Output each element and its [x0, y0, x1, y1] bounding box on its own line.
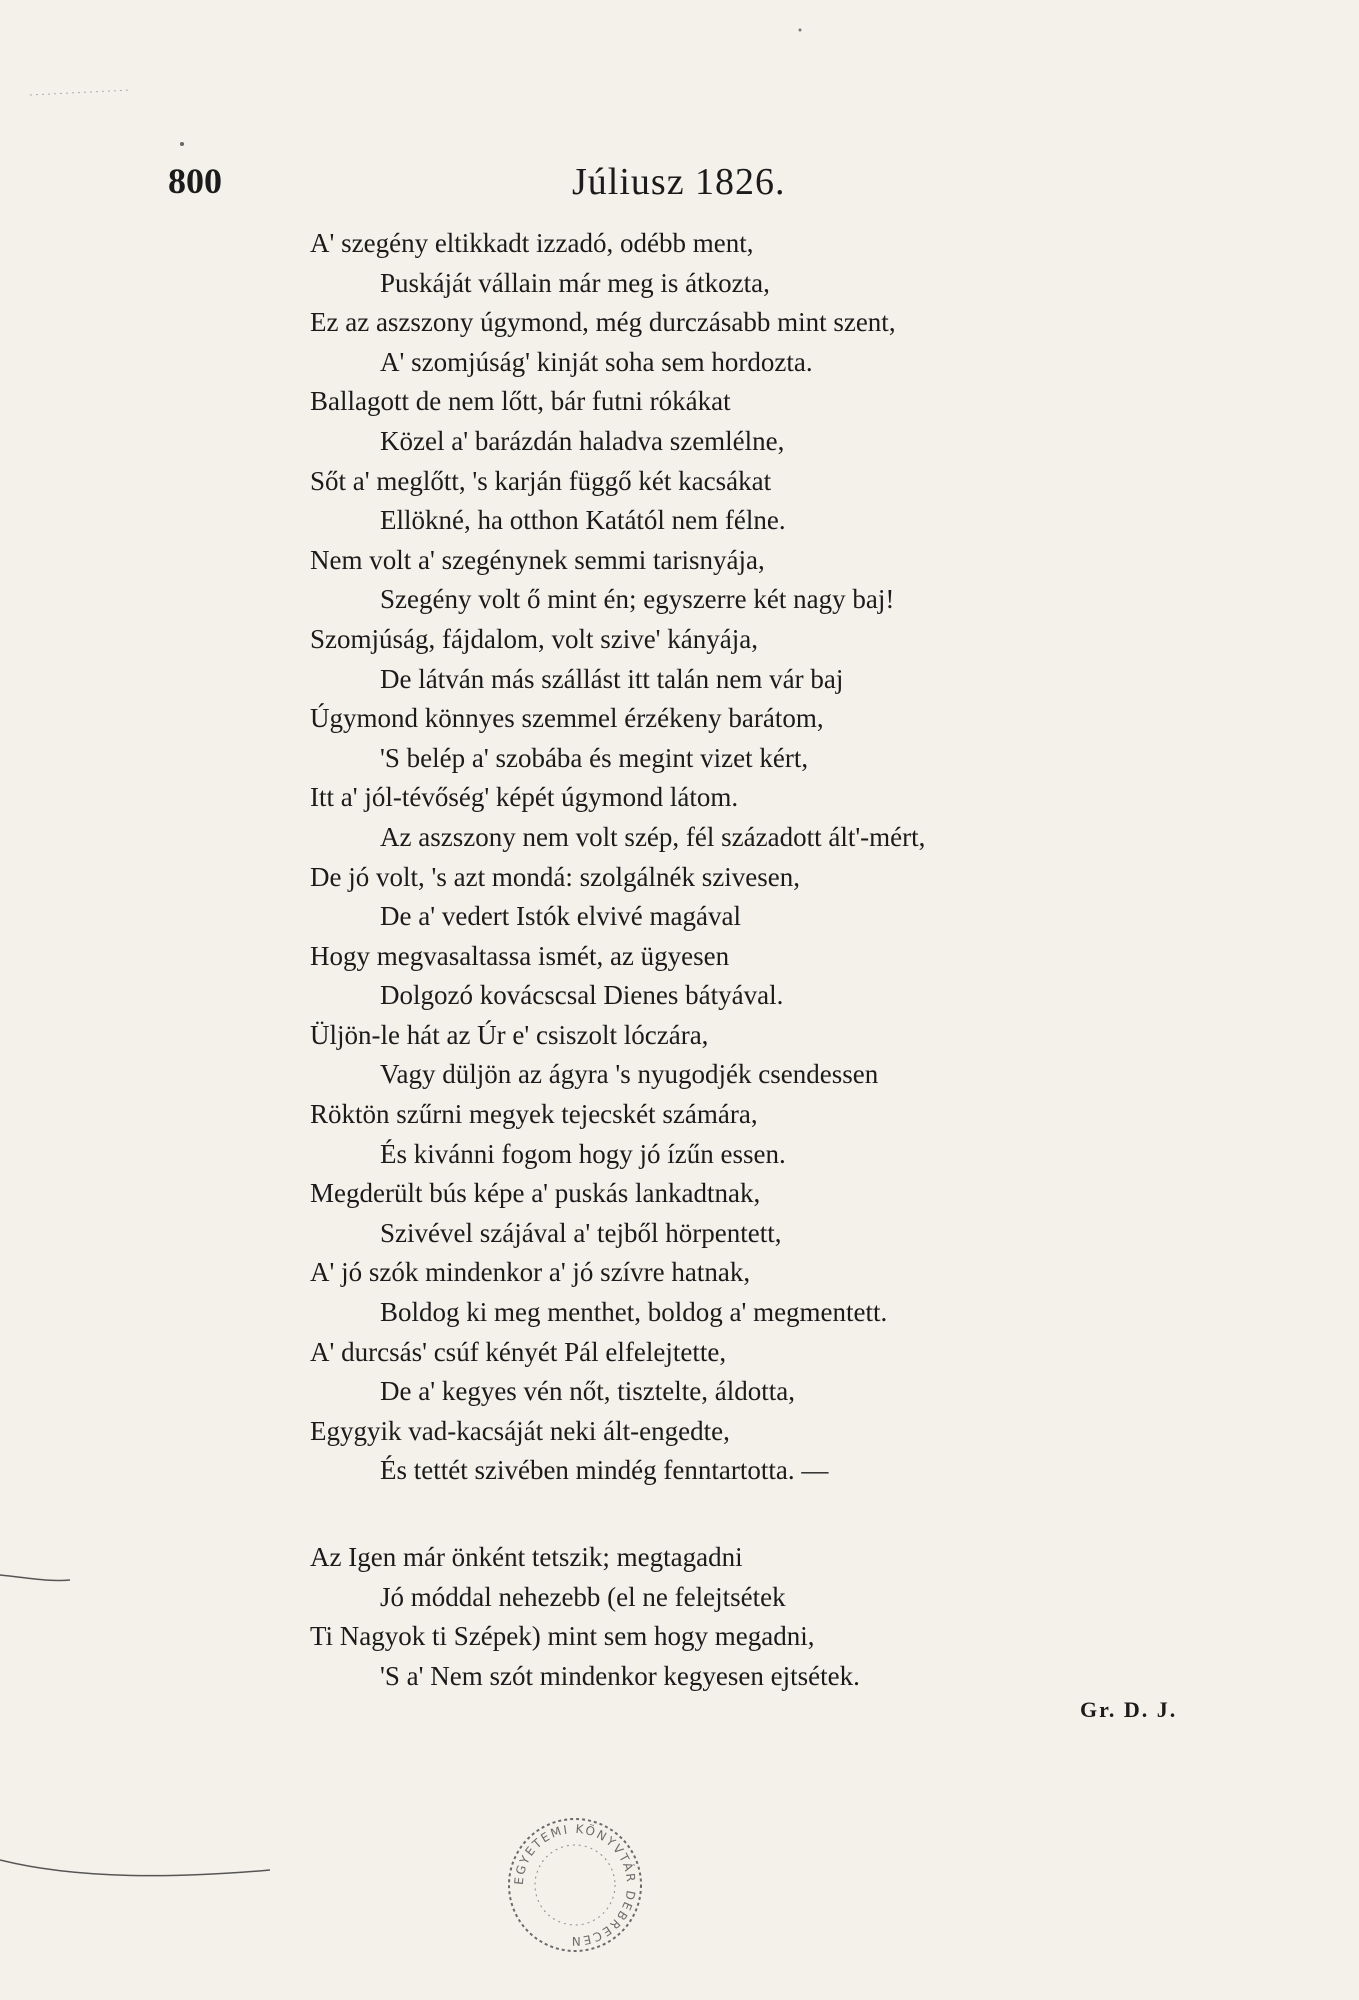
poem-line: Úgymond könnyes szemmel érzékeny barátom,: [310, 703, 824, 734]
poem-line: Röktön szűrni megyek tejecskét számára,: [310, 1099, 758, 1130]
poem-line: Szegény volt ő mint én; egyszerre két nagy baj!: [380, 584, 895, 615]
poem-line: A' szomjúság' kinját soha sem hordozta.: [380, 346, 813, 377]
poem-line: Szivével szájával a' tejből hörpentett,: [380, 1217, 782, 1248]
poem-line: Üljön-le hát az Úr e' csiszolt lóczára,: [310, 1019, 709, 1050]
poem-line: Szomjúság, fájdalom, volt szive' kányája,: [310, 623, 759, 654]
poem-line: Megderült bús képe a' puskás lankadtnak,: [310, 1178, 761, 1209]
poem-line: Itt a' jól-tévőség' képét úgymond látom.: [310, 782, 739, 813]
poem-line: Hogy megvasaltassa ismét, az ügyesen: [310, 940, 730, 971]
coda-line: Az Igen már önként tetszik; megtagadni: [310, 1542, 743, 1572]
poem-line: De látván más szállást itt talán nem vár baj: [380, 663, 844, 694]
coda-line: 'S a' Nem szót mindenkor kegyesen ejtsétek.: [380, 1660, 860, 1691]
poem-line: Nem volt a' szegénynek semmi tarisnyája,: [310, 544, 765, 575]
coda-stanza: [310, 1538, 1310, 1696]
poem-line: De jó volt, 's azt mondá: szolgálnék szivesen,: [310, 861, 800, 892]
poem-line: Ballagott de nem lőtt, bár futni rókákat: [310, 386, 731, 417]
svg-text:EGYETEMI KÖNYVTÁR DEBRECEN: [512, 1821, 638, 1948]
poem-line: Vagy düljön az ágyra 's nyugodjék csendessen: [380, 1059, 879, 1090]
poem-line: Ellökné, ha otthon Katától nem félne.: [380, 505, 786, 536]
poem-line: De a' vedert Istók elvivé magával: [380, 901, 741, 932]
coda-line: Jó móddal nehezebb (el ne felejtsétek: [380, 1581, 786, 1612]
poem-body: [310, 224, 1310, 1491]
poem-line: De a' kegyes vén nőt, tisztelte, áldotta,: [380, 1376, 795, 1407]
poem-line: Puskáját vállain már meg is átkozta,: [380, 267, 770, 298]
library-stamp: [500, 1810, 650, 1960]
poem-line: És tettét szivében mindég fenntartotta. —: [380, 1455, 829, 1486]
poem-line: Egygyik vad-kacsáját neki ált-engedte,: [310, 1415, 730, 1446]
poem-line: Dolgozó kovácscsal Dienes bátyával.: [380, 980, 784, 1011]
page-header: [0, 160, 1359, 208]
poem-line: A' durcsás' csúf kényét Pál elfelejtette,: [310, 1336, 727, 1367]
stamp-text: EGYETEMI KÖNYVTÁR DEBRECEN: [511, 1821, 639, 1949]
poem-line: És kivánni fogom hogy jó ízűn essen.: [380, 1138, 786, 1169]
poem-line: Sőt a' meglőtt, 's karján függő két kacsákat: [310, 465, 772, 496]
poem-line: 'S belép a' szobába és megint vizet kért,: [380, 742, 809, 773]
author-signature: Gr. D. J.: [1080, 1697, 1178, 1722]
running-title: Júliusz 1826.: [572, 161, 786, 203]
poem-line: Az aszszony nem volt szép, fél századott ált'-mért,: [380, 821, 926, 852]
poem-line: A' jó szók mindenkor a' jó szívre hatnak,: [310, 1257, 751, 1288]
poem-line: Boldog ki meg menthet, boldog a' megmentett.: [380, 1297, 888, 1328]
poem-line: A' szegény eltikkadt izzadó, odébb ment,: [310, 228, 754, 258]
poem-line: Ez az aszszony úgymond, még durczásabb mint szent,: [310, 307, 896, 338]
page-number: 800: [168, 161, 222, 201]
coda-line: Ti Nagyok ti Szépek) mint sem hogy megadni,: [310, 1621, 815, 1652]
poem-line: Közel a' barázdán haladva szemlélne,: [380, 425, 785, 456]
